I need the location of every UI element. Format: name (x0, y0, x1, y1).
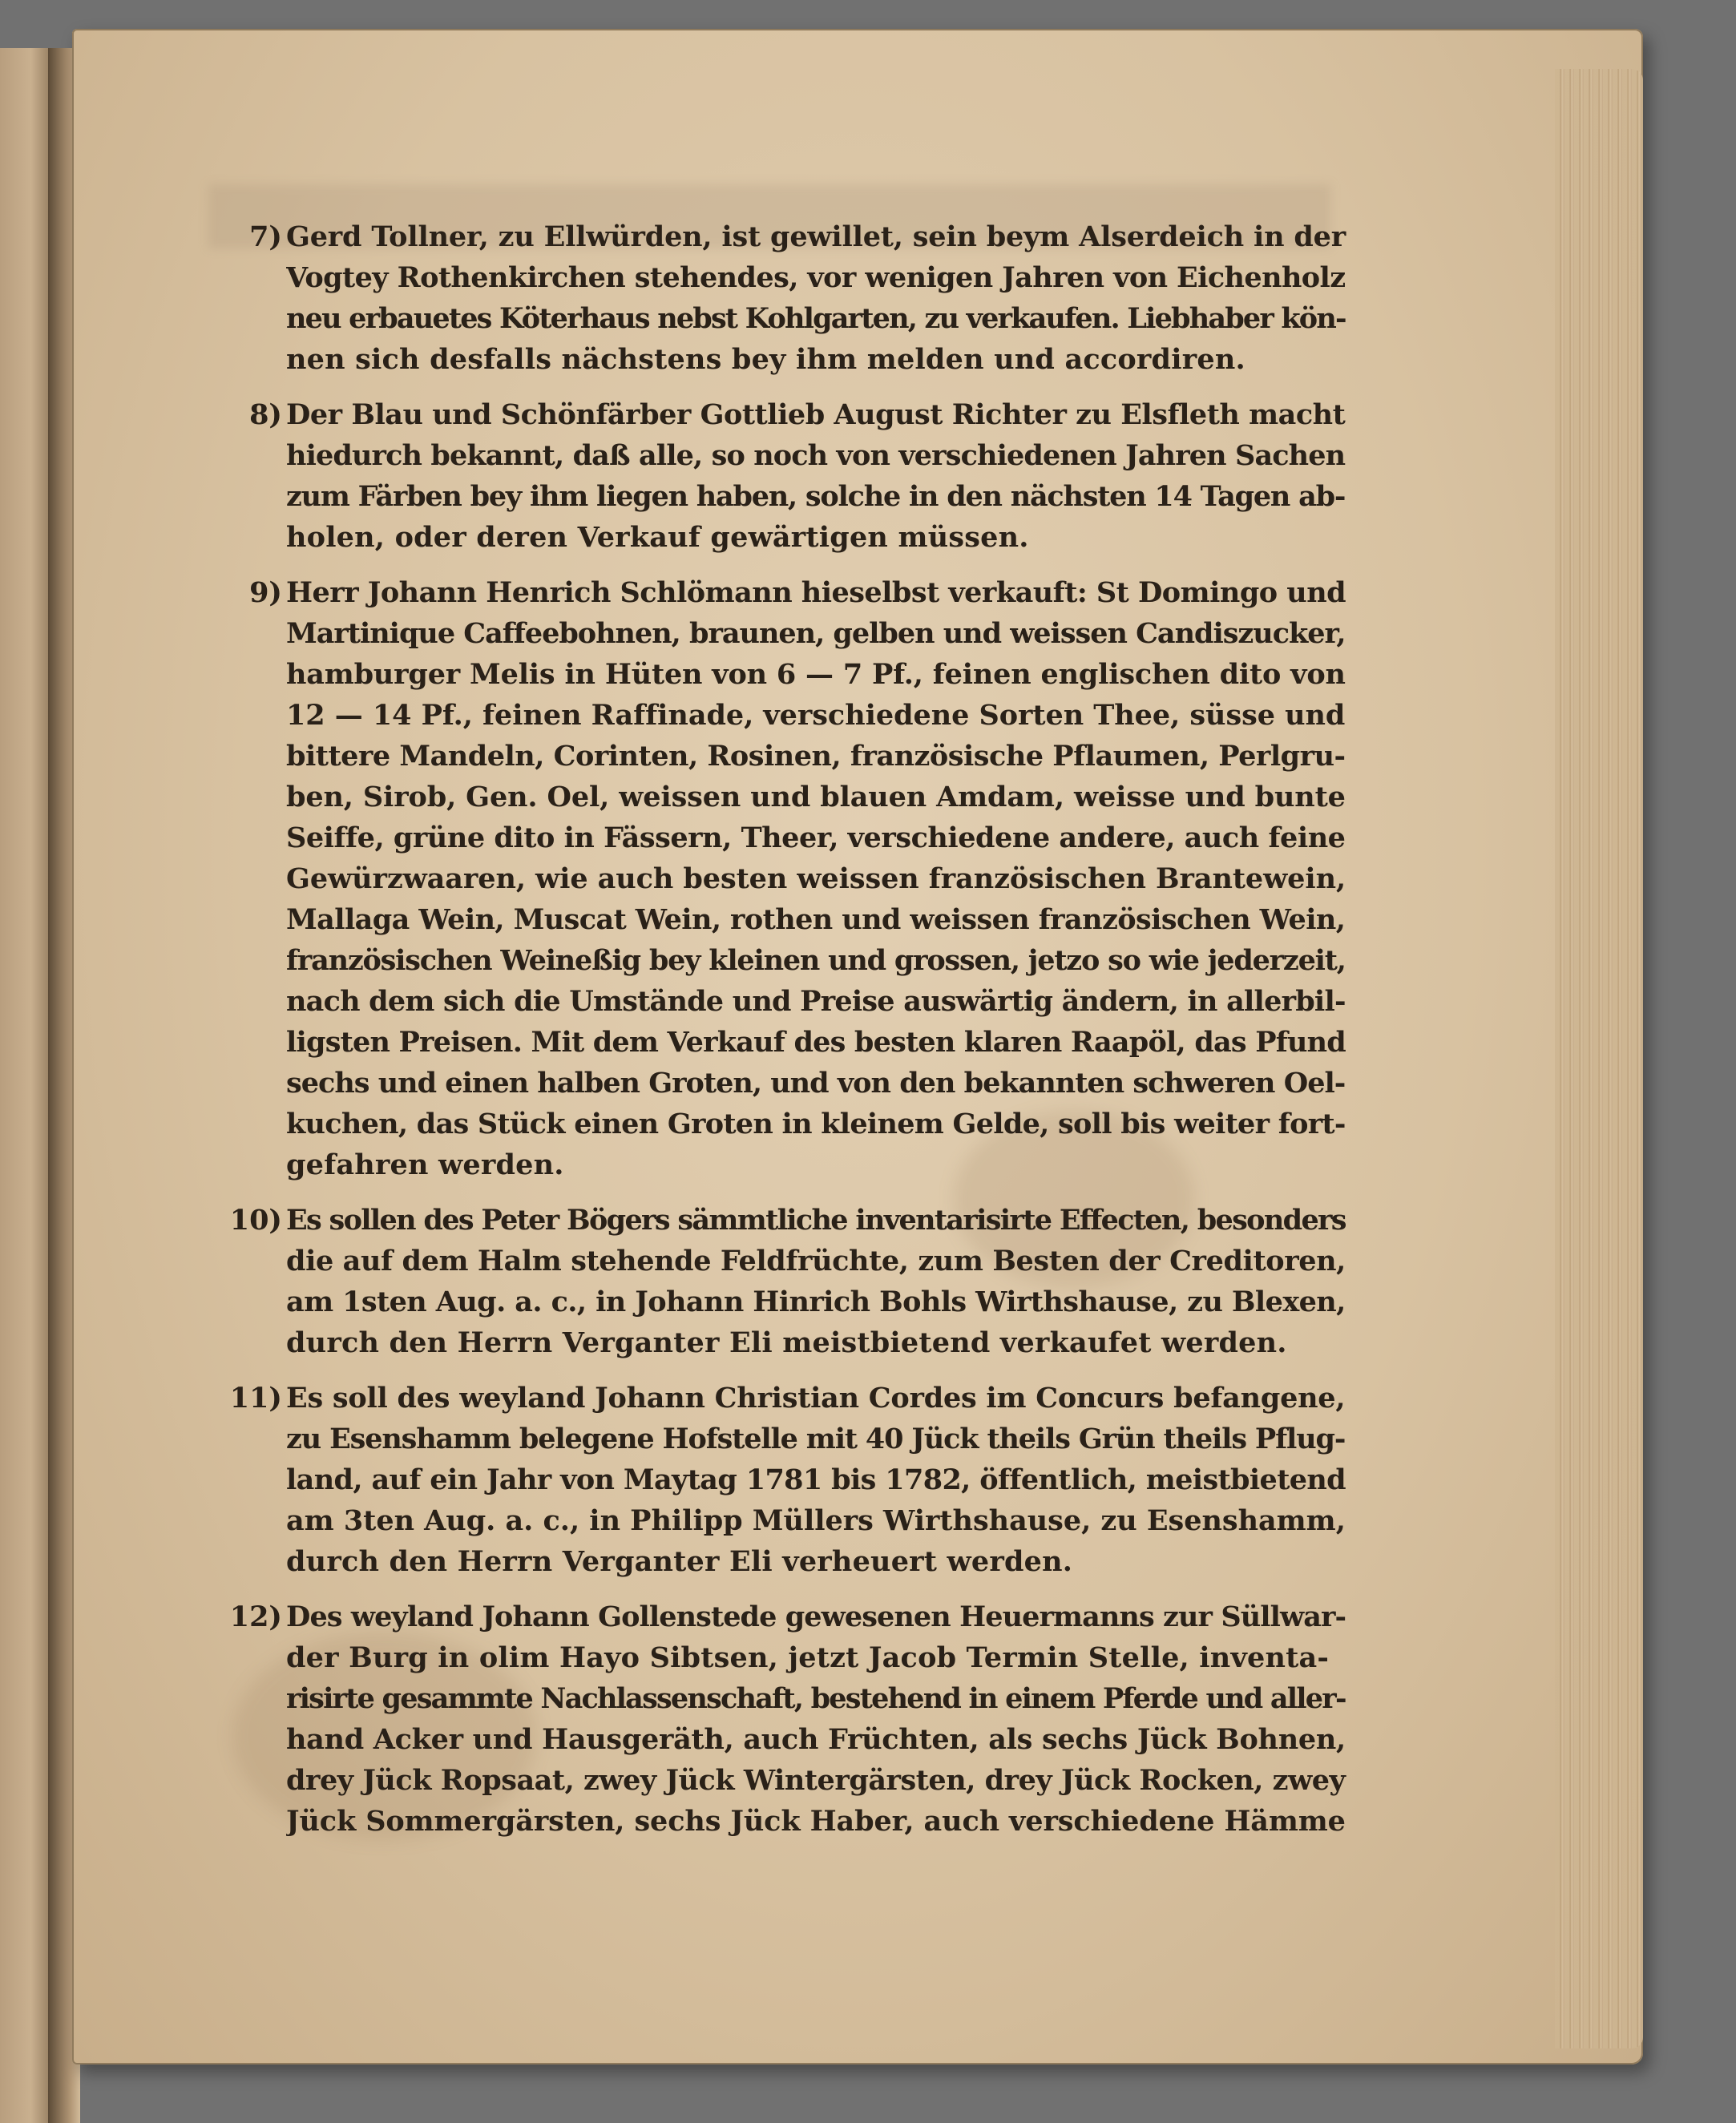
text-line: Es sollen des Peter Bögers sämmtliche inventarisirte Effecten, besonders (286, 1204, 1346, 1237)
page-edges (1555, 69, 1643, 2048)
text-line: Der Blau und Schönfärber Gottlieb August Richter zu Elsfleth macht (286, 398, 1346, 431)
text-line: bittere Mandeln, Corinten, Rosinen, französische Pflaumen, Perlgru- (286, 740, 1346, 773)
text-line: Mallaga Wein, Muscat Wein, rothen und weissen französischen Wein, (286, 903, 1346, 936)
text-line: risirte gesammte Nachlassenschaft, bestehend in einem Pferde und aller- (286, 1682, 1346, 1715)
notice-entry (210, 1200, 1348, 1363)
text-line: hiedurch bekannt, daß alle, so noch von verschiedenen Jahren Sachen (286, 439, 1346, 472)
text-line: Gewürzwaaren, wie auch besten weissen französischen Brantewein, (286, 862, 1346, 895)
text-line: durch den Herrn Verganter Eli meistbietend verkaufet werden. (286, 1326, 1287, 1359)
notice-entry (210, 572, 1348, 1185)
text-line: hamburger Melis in Hüten von 6 — 7 Pf., feinen englischen dito von (286, 658, 1346, 691)
text-line: zu Esenshamm belegene Hofstelle mit 40 Jück theils Grün theils Pflug- (286, 1423, 1346, 1455)
text-line: Jück Sommergärsten, sechs Jück Haber, auch verschiedene Hämme (286, 1805, 1346, 1838)
text-line: ligsten Preisen. Mit dem Verkauf des besten klaren Raapöl, das Pfund (286, 1026, 1346, 1059)
notice-entry (210, 1596, 1348, 1842)
text-line: land, auf ein Jahr von Maytag 1781 bis 1782, öffentlich, meistbietend (286, 1463, 1346, 1496)
page-body (210, 216, 1348, 1856)
entry-number: 10) (229, 1204, 282, 1237)
text-line: hand Acker und Hausgeräth, auch Früchten, als sechs Jück Bohnen, (286, 1723, 1346, 1756)
entry-number: 8) (249, 398, 282, 431)
text-line: drey Jück Ropsaat, zwey Jück Wintergärsten, drey Jück Rocken, zwey (286, 1764, 1346, 1797)
text-line: am 1sten Aug. a. c., in Johann Hinrich Bohls Wirthshause, zu Blexen, (286, 1286, 1346, 1318)
text-line: Des weyland Johann Gollenstede gewesenen Heuermanns zur Süllwar- (286, 1600, 1346, 1633)
text-line: 12 — 14 Pf., feinen Raffinade, verschiedene Sorten Thee, süsse und (286, 699, 1346, 732)
text-line: die auf dem Halm stehende Feldfrüchte, zum Besten der Creditoren, (286, 1245, 1346, 1277)
entry-number: 11) (229, 1382, 282, 1415)
text-line: nach dem sich die Umstände und Preise auswärtig ändern, in allerbil- (286, 985, 1346, 1018)
text-line: französischen Weineßig bey kleinen und grossen, jetzo so wie jederzeit, (286, 944, 1346, 977)
notice-entry (210, 1378, 1348, 1582)
text-line: gefahren werden. (286, 1148, 564, 1181)
text-line: holen, oder deren Verkauf gewärtigen müssen. (286, 521, 1029, 554)
text-line: neu erbauetes Köterhaus nebst Kohlgarten, zu verkaufen. Liebhaber kön- (286, 302, 1346, 335)
entry-number: 9) (249, 576, 282, 609)
text-line: der Burg in olim Hayo Sibtsen, jetzt Jacob Termin Stelle, inventa- (286, 1641, 1330, 1674)
text-line: Seiffe, grüne dito in Fässern, Theer, verschiedene andere, auch feine (286, 821, 1346, 854)
text-line: Gerd Tollner, zu Ellwürden, ist gewillet, sein beym Alserdeich in der (286, 220, 1346, 253)
text-line: ben, Sirob, Gen. Oel, weissen und blauen Amdam, weisse und bunte (286, 781, 1346, 813)
text-line: durch den Herrn Verganter Eli verheuert werden. (286, 1545, 1073, 1578)
text-line: Es soll des weyland Johann Christian Cordes im Concurs befangene, (286, 1382, 1346, 1415)
text-line: kuchen, das Stück einen Groten in kleinem Gelde, soll bis weiter fort- (286, 1108, 1346, 1140)
text-line: nen sich desfalls nächstens bey ihm melden und accordiren. (286, 343, 1245, 376)
text-line: Vogtey Rothenkirchen stehendes, vor wenigen Jahren von Eichenholz (286, 261, 1346, 294)
text-line: zum Färben bey ihm liegen haben, solche in den nächsten 14 Tagen ab- (286, 480, 1346, 513)
entry-number: 7) (249, 220, 282, 253)
entry-number: 12) (229, 1600, 282, 1633)
notice-entry (210, 394, 1348, 558)
text-line: Herr Johann Henrich Schlömann hieselbst verkauft: St Domingo und (286, 576, 1346, 609)
text-line: sechs und einen halben Groten, und von den bekannten schweren Oel- (286, 1067, 1346, 1100)
text-line: am 3ten Aug. a. c., in Philipp Müllers Wirthshause, zu Esenshamm, (286, 1504, 1346, 1537)
notice-entry (210, 216, 1348, 380)
text-line: Martinique Caffeebohnen, braunen, gelben und weissen Candiszucker, (286, 617, 1346, 650)
